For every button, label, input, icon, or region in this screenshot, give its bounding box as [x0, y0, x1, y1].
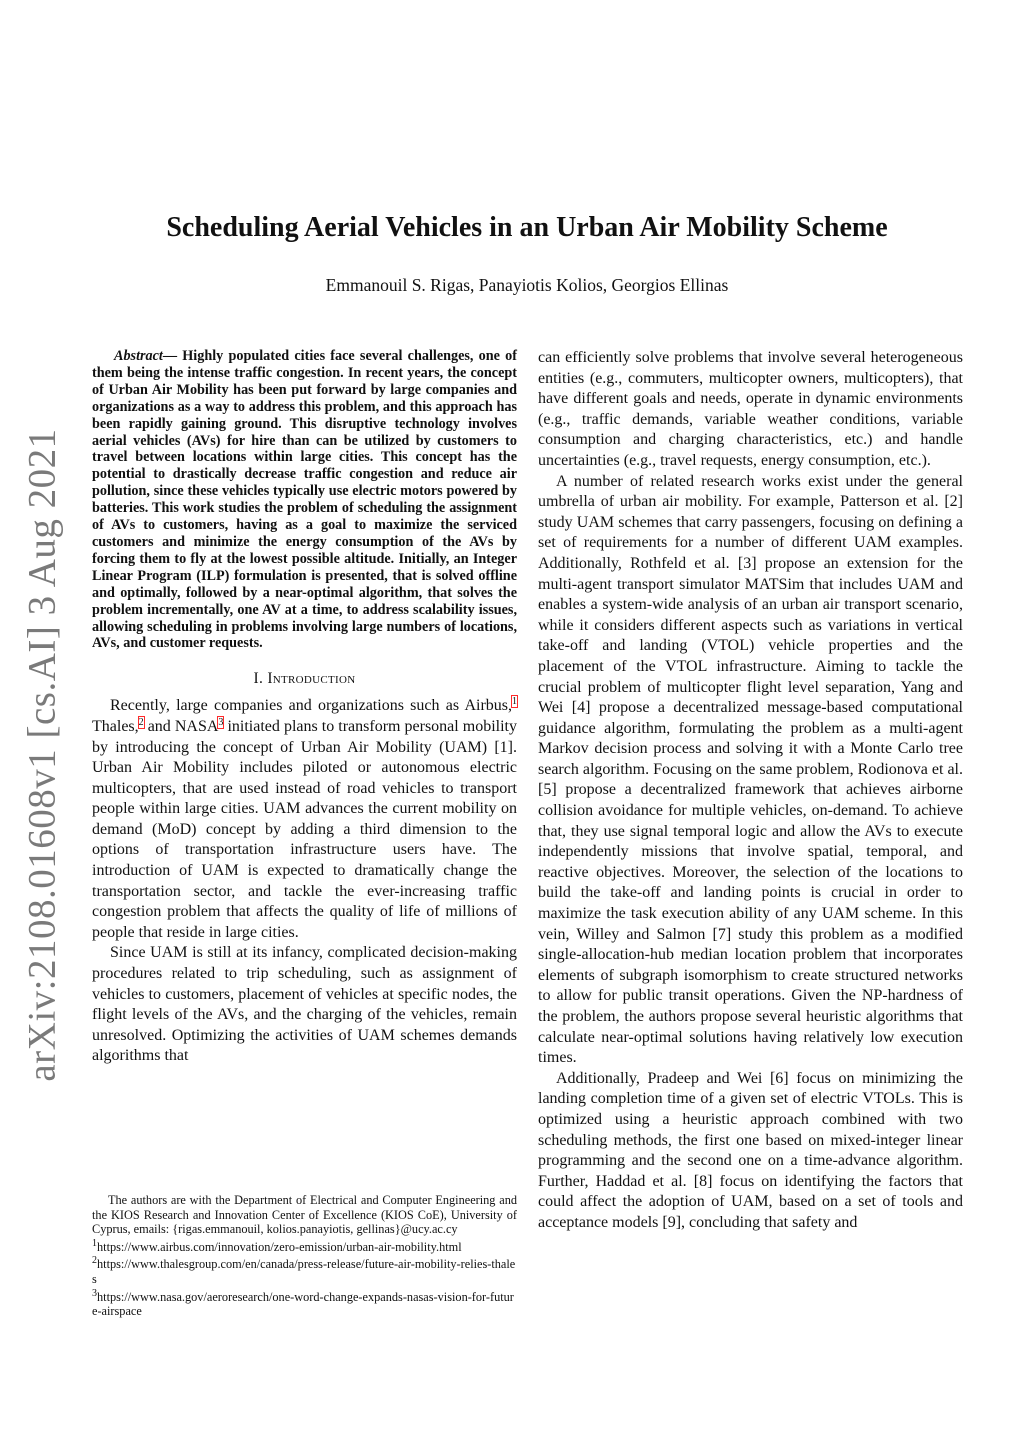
footnote-3 — [92, 1287, 517, 1319]
abstract: Abstract— Highly populated cities face several challenges, one of them being the intense traffic congestion. In recent years, the concept of Urban Air Mobility has been put forward by large companies and organizations as a way to address this problem, and this approach has been rapidly gaining ground. This disruptive technology involves aerial vehicles (AVs) for hire than can be utilized by customers to travel between locations within large cities. This concept has the potential to drastically decrease traffic congestion and reduce air pollution, since these vehicles typically use electric motors powered by batteries. This work studies the problem of scheduling the assignment of AVs to customers, having as a goal to maximize the serviced customers and minimize the energy consumption of the AVs by forcing them to fly at the lowest possible altitude. Initially, an Integer Linear Program (ILP) formulation is presented, that is solved offline and optimally, followed by a near-optimal algorithm, that solves the problem incrementally, one AV at a time, to address scalability issues, allowing scheduling in problems involving large numbers of locations, AVs, and customer requests. — [92, 348, 517, 652]
footnotes — [92, 1193, 517, 1322]
intro-paragraph-2-continued: can efficiently solve problems that involve several heterogeneous entities (e.g., commuters, multicopter owners, multicopters), that have different goals and needs, operate in dynamic environments (e.g., traffic demands, variable weather conditions, variable consumption and charging characteristics, etc.) and handle uncertainties (e.g., travel requests, energy consumption, etc.). — [538, 349, 963, 469]
footnote-number: 1 — [92, 1237, 97, 1249]
footnote-number: 2 — [92, 1255, 97, 1267]
section-numeral: I. — [253, 670, 264, 688]
paper-title: Scheduling Aerial Vehicles in an Urban Air Mobility Scheme — [166, 212, 888, 243]
footnote-2-url[interactable]: https://www.thalesgroup.com/en/canada/press-release/future-air-mobility-relies-thales — [92, 1257, 516, 1286]
intro-paragraph-4: Additionally, Pradeep and Wei [6] focus on minimizing the landing completion time of a given set of electric VTOLs. This is optimized using a heuristic approach combined with two scheduling methods, the first one based on mixed-integer linear programming and the second one on a time-advance algorithm. Further, Haddad et al. [8] focus on identifying the factors that could affect the adoption of UAM, based on a set of tools and acceptance models [9], concluding that safety and — [538, 1069, 963, 1231]
text-run: Thales, — [92, 717, 139, 735]
paper-authors: Emmanouil S. Rigas, Panayiotis Kolios, Georgios Ellinas — [325, 275, 729, 295]
affiliation-footnote: The authors are with the Department of Electrical and Computer Engineering and the KIOS Research and Innovation Center of Excellence (KIOS CoE), University of Cyprus, emails: {rigas.emmanouil, kolios.panayiotis, gellinas}@ucy.ac.cy — [92, 1193, 517, 1237]
text-run: Recently, large companies and organizations such as Airbus, — [110, 697, 512, 715]
footnote-1-url[interactable]: https://www.airbus.com/innovation/zero-emission/urban-air-mobility.html — [97, 1239, 462, 1254]
intro-paragraph-2: Since UAM is still at its infancy, complicated decision-making procedures related to trip scheduling, such as assignment of vehicles to customers, placement of vehicles at specific nodes, the flight levels of the AVs, and the charging of the vehicles, remain unresolved. Optimizing the activities of UAM schemes demands algorithms that — [92, 944, 517, 1065]
footnote-2 — [92, 1257, 517, 1286]
abstract-label: Abstract — [114, 348, 163, 364]
arxiv-identifier: arXiv:2108.01608v1 [cs.AI] 3 Aug 2021 — [20, 428, 64, 1082]
footnote-link-1[interactable]: 1 — [512, 695, 517, 707]
footnote-number: 3 — [92, 1287, 97, 1299]
intro-paragraph-3: A number of related research works exist under the general umbrella of urban air mobility. For example, Patterson et al. [2] study UAM schemes that carry passengers, focusing on defining a set of requirements for a number of different UAM examples. Additionally, Rothfeld et al. [3] propose an extension for the multi-agent transport simulator MATSim that includes UAM and enables a system-wide analysis of an urban air transport scenario, while it considers different aspects such as variations in vertical take-off and landing (VTOL) vehicle properties and the placement of the VTOL infrastructure. Aiming to tackle the crucial problem of multicopter flight level separation, Yang and Wei [4] propose a decentralized message-based computational guidance algorithm, formulating the problem as a multi-agent Markov decision process and solving it with a Monte Carlo tree search algorithm. Focusing on the same problem, Rodionova et al. [5] propose a decentralized framework that achieves airborne collision avoidance for multiple vehicles, on-demand. To achieve that, they use signal temporal logic and allow the AVs to execute independently missions that involve spatial, temporal, and reactive objectives. Moreover, the selection of the locations to build the take-off and landing points is crucial in order to maximize the task execution ability of any UAM scheme. In this vein, Willey and Salmon [7] study this problem as a modified single-allocation-hub median location problem that incorporates elements of subgraph isomorphism to create structured networks to allow for public transit operations. Given the NP-hardness of the problem, the authors propose several heuristic algorithms that calculate near-optimal solutions having relatively low execution times. — [538, 472, 963, 1067]
text-run: initiated plans to transform personal mobility by introducing the concept of Urban Air Mobility (UAM) [1]. Urban Air Mobility includes piloted or autonomous electric multicopters, that are used instead of road vehicles to transport people within large cities. UAM advances the current mobility on demand (MoD) concept by adding a third dimension to the options of transportation infrastructure users have. The introduction of UAM is expected to dramatically change the transportation sector, and tackle the ever-increasing traffic congestion problem that affects the quality of life of millions of people that reside in large cities. — [92, 717, 517, 941]
right-column — [538, 348, 963, 1234]
footnote-link-3[interactable]: 3 — [218, 716, 224, 728]
section-title: Introduction — [267, 670, 356, 688]
text-run: and NASA — [143, 717, 219, 735]
abstract-text: Highly populated cities face several challenges, one of them being the intense traffic congestion. In recent years, the concept of Urban Air Mobility has been put forward by large companies and organizations as a way to address this problem, and this approach has been rapidly gaining ground. This disruptive technology involves aerial vehicles (AVs) for hire than can be utilized by customers to travel between locations within large cities. This concept has the potential to drastically decrease traffic congestion and reduce air pollution, since these vehicles typically use electric motors powered by batteries. This work studies the problem of scheduling the assignment of AVs to customers, having as a goal to maximize the serviced customers and minimize the energy consumption of the AVs by forcing them to fly at the lowest possible altitude. Initially, an Integer Linear Program (ILP) formulation is presented, that is solved offline and optimally, followed by a near-optimal algorithm, that solves the problem incrementally, one AV at a time, to address scalability issues, allowing scheduling in problems involving large numbers of locations, AVs, and customer requests. — [92, 348, 517, 652]
left-column — [92, 348, 517, 1067]
footnote-1 — [92, 1237, 517, 1255]
intro-paragraph-1 — [92, 696, 517, 943]
section-heading-introduction — [92, 670, 517, 688]
arxiv-sidebar — [18, 428, 66, 1082]
footnote-3-url[interactable]: https://www.nasa.gov/aeroresearch/one-word-change-expands-nasas-vision-for-future-airspace — [92, 1289, 514, 1319]
footnote-link-2[interactable]: 2 — [138, 716, 144, 728]
